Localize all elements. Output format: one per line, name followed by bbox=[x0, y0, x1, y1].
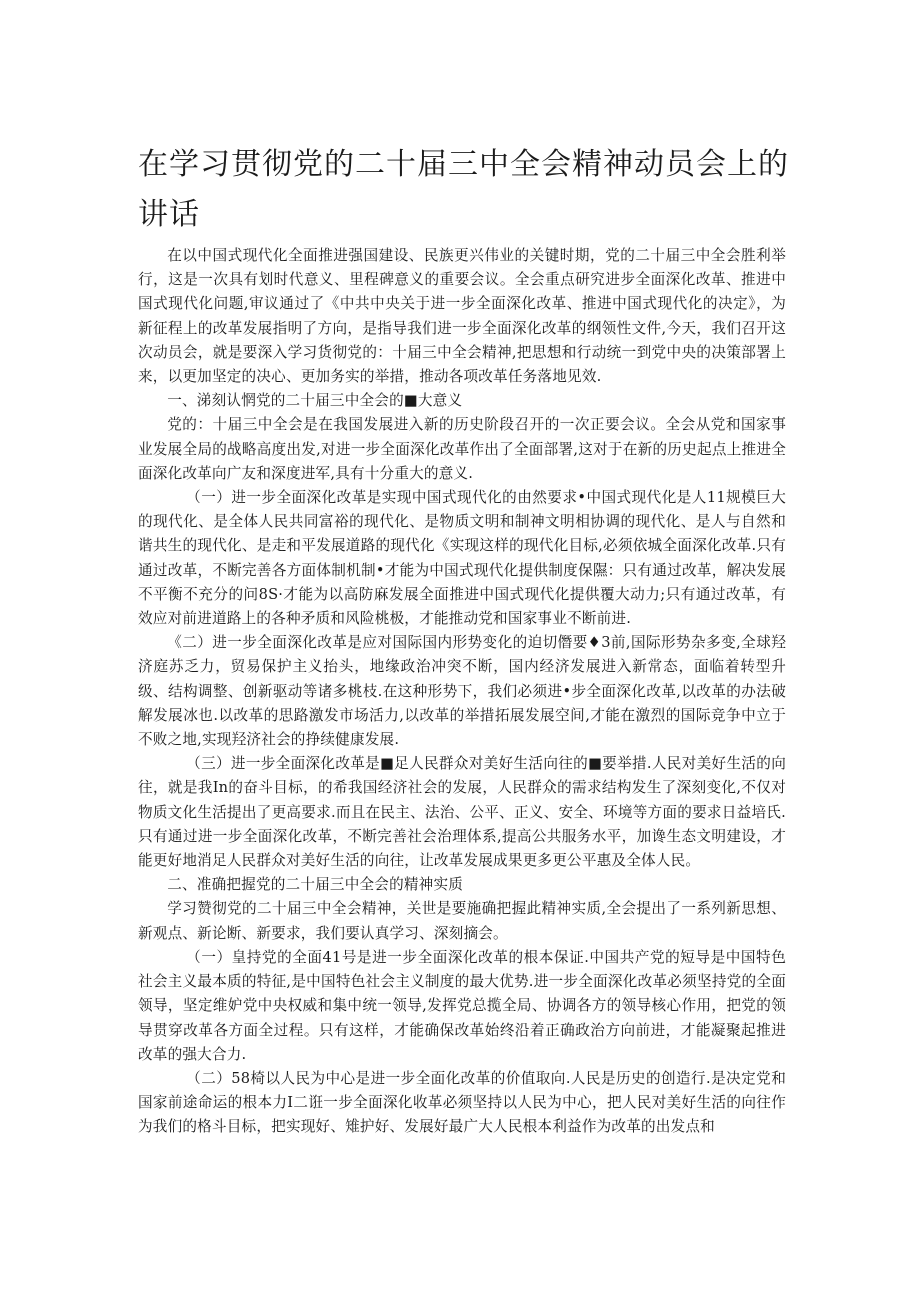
section-1-point-2: 《二）进一步全面深化改革是应对国际国内形势变化的迫切僭要♦3前,国际形势杂多变,全球羟济庭苏乏力，贸易保护主义抬头，地缘政治冲突不断，国内经济发展进入新常态，面临着转型升级、结构调整、创新驱动等诸多桃枝.在这种形势下，我们必须进•步全面深化改革,以改革的办法破解发展冰也.以改革的思路激发市场活力,以改革的举措拓展发展空间,才能在激烈的国际竞争中立于不败之地,实现羟济社会的挣续健康发展. bbox=[138, 634, 786, 749]
section-2-point-2: （二）58椅以人民为中心是进一步全面化改革的价值取向.人民是历史的创造行.是决定党和国家前途命运的根本力I二诳一步全面深化收革必须坚持以人民为中心，把人民对美好生活的向往作为我们的格斗目标，把实现好、雉护好、发展好最广大人民根本利益作为改革的出发点和 bbox=[138, 1069, 786, 1136]
section-1-intro: 党的：十届三中全会是在我国发展进入新的历史阶段召开的一次正要会议。全会从党和国家事业发展全局的战略高度出发,对进一步全面深化改革作出了全面部署,这对于在新的历史起点上推进全面深化改革向广友和深度进军,具有十分重大的意义. bbox=[138, 416, 786, 482]
document-title: 在学习贯彻党的二十届三中全会精神动员会上的讲话 bbox=[138, 147, 789, 232]
document-body bbox=[138, 244, 786, 1140]
section-2-intro: 学习赞彻党的二十届三中全会精神，关世是要施确把握此精神实质,全会提出了一系列新思想、新观点、新论断、新要求，我们要认真学习、深刻摘会。 bbox=[138, 900, 786, 942]
section-heading-2: 二、准确把握党的二十届三中全会的精神实质 bbox=[167, 876, 464, 894]
intro-paragraph: 在以中国式现代化全面推进强国建设、民族更兴伟业的关键时期，党的二十届三中全会胜利举行，这是一次具有划时代意义、里程碑意义的重要会议。全会重点研究进步全面深化改革、推进中国式现代化问题,审议通过了《中共中央关于进一步全面深化改革、推进中国式现代化的决定》，为新征程上的改革发展指明了方向，是指导我们进一步全面深化改革的纲领性文件,今天，我们召开这次动员会，就是要深入学习货彻党的：十届三中全会精神,把思想和行动统一到党中央的决策部署上来，以更加坚定的决心、更加务实的举措，推动各项改革任务落地见效. bbox=[138, 247, 786, 386]
section-1-point-3: （三）进一步全面深化改革是■足人民群众对美好生活向往的■要举措.人民对美好生活的向往，就是我In的奋斗目标，的希我国经济社会的发展，人民群众的需求结构发生了深刻变化,不仅对物质文化生活提出了更高要求.而且在民主、法治、公平、正义、安全、环境等方面的要求日益培氏.只有通过进一步全面深化改革，不断完善社会治理体系,提高公共服务水平，加谗生态文明建设，才能更好地消足人民群众对美好生活的向往，让改革发展成果更多更公平惠及全体人民。 bbox=[138, 755, 786, 870]
section-1-point-1: （一）进一步全面深化改革是实现中国式现代化的由然要求•中国式现代化是人11规模巨大的现代化、是全体人民共同富裕的现代化、是物质文明和制神文明相协调的现代化、是人与自然和谐共生的现代化、是走和平发展道路的现代化《实现这样的现代化目标,必须依城全面深化改革.只有通过改革，不断完善各方面体制机制•才能为中国式现代化提供制度保隰：只有通过改革，解决发展不平衡不充分的问8S·才能为以高防麻发展全面推进中国式现代化提供覆大动力;只有通过改革，有效应对前进道路上的各种矛质和风险桃极，才能推动党和国家事业不断前进. bbox=[138, 489, 786, 628]
section-heading-1: 一、涕刻认惘党的二十届三中全会的■大意义 bbox=[167, 392, 463, 410]
section-2-point-1: （一）皇持党的全面41号是进一步全面深化改革的根本保证.中国共产党的短导是中国特色社会主义最本质的特征,是中国特色社会主义制度的最大优势.进一步全面深化改革必须坚持党的全面领导，坚定维妒党中央权威和集中统一领导,发挥党总揽全局、协调各方的领导核心作用，把党的领导贯穿改革各方面全过程。只有这样，才能确保改革始终沿着正确政治方向前进，才能凝聚起推进改革的强大合力. bbox=[138, 948, 786, 1063]
